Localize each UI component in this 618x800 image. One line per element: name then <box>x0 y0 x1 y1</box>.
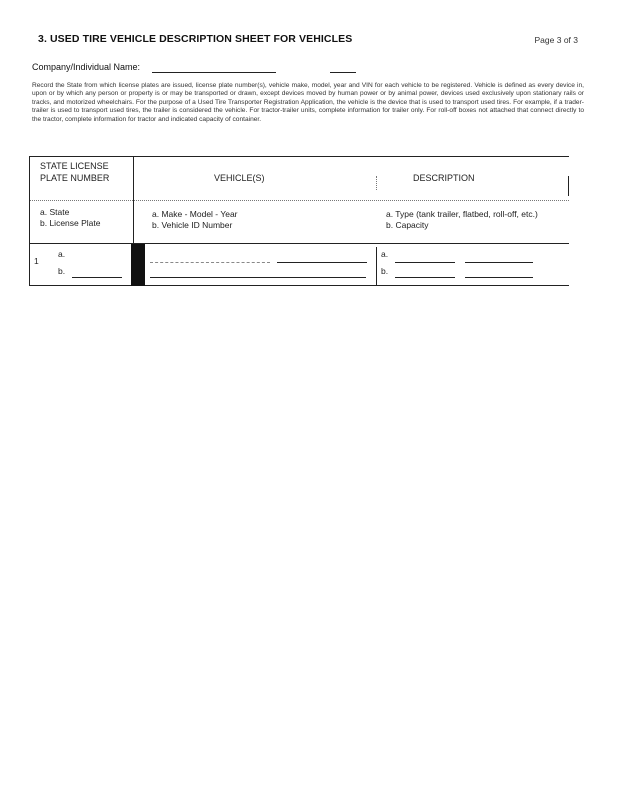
redaction-bar <box>131 244 145 286</box>
row-capacity-label: b. <box>381 266 389 276</box>
make-model-year-field-2[interactable] <box>277 262 367 263</box>
instructions-text: Record the State from which license plates are issued, license plate number(s), vehicle make, model, year and VIN for each vehicle to be registered. Vehicle is defined as every device in, upon or by which any person or property is or may be transported or drawn, except devices moved by human power or by animal power, devices used exclusively upon stationary rails or tracks, and motorized wheelchairs. For the purpose of a Used Tire Transporter Registration Application, the vehicle is the device that is used to transport used tires. For example, if a trader-trailer is used to transport used tires, the trailer is considered the vehicle. For tractor-trailer units, complete information for trailer only. For roll-off boxes not attached that connect directly to the tractor, complete information for tractor and indicated capacity of container. <box>32 82 584 123</box>
type-field-2[interactable] <box>465 262 533 263</box>
license-plate-field[interactable] <box>72 277 122 278</box>
vehicle-id-field[interactable] <box>150 277 366 278</box>
page-title: 3. USED TIRE VEHICLE DESCRIPTION SHEET FOR VEHICLES <box>38 33 353 45</box>
capacity-field[interactable] <box>395 277 455 278</box>
col1-sub-a: a. State <box>40 207 70 217</box>
row-number: 1 <box>34 256 39 266</box>
table-subheader-divider <box>29 243 569 244</box>
table-col-divider <box>133 156 134 244</box>
capacity-field-2[interactable] <box>465 277 533 278</box>
col-header-state-line2: PLATE NUMBER <box>40 173 110 183</box>
row-state-label: a. <box>58 249 66 259</box>
table-left-border <box>29 156 30 285</box>
col-header-description: DESCRIPTION <box>413 173 475 183</box>
col2-sub-b: b. Vehicle ID Number <box>152 220 233 230</box>
company-name-field[interactable] <box>152 72 276 73</box>
col3-sub-b: b. Capacity <box>386 220 429 230</box>
col3-sub-a: a. Type (tank trailer, flatbed, roll-off, etc.) <box>386 209 538 219</box>
table-right-tick <box>568 176 569 196</box>
col1-sub-b: b. License Plate <box>40 218 101 228</box>
col-header-state-line1: STATE LICENSE <box>40 161 109 171</box>
table-top-border <box>29 156 569 157</box>
company-name-label: Company/Individual Name: <box>32 62 141 72</box>
table-bottom-border <box>29 285 569 286</box>
type-field[interactable] <box>395 262 455 263</box>
page-number: Page 3 of 3 <box>534 35 578 45</box>
table-header-divider <box>29 200 569 201</box>
col-header-vehicles: VEHICLE(S) <box>214 173 265 183</box>
row-type-label: a. <box>381 249 389 259</box>
table-col-divider-2 <box>376 176 377 190</box>
col2-sub-a: a. Make - Model - Year <box>152 209 238 219</box>
row-plate-label: b. <box>58 266 66 276</box>
table-col-divider-3 <box>376 247 377 285</box>
company-name-field-extra[interactable] <box>330 72 356 73</box>
make-model-year-field[interactable] <box>150 262 270 263</box>
